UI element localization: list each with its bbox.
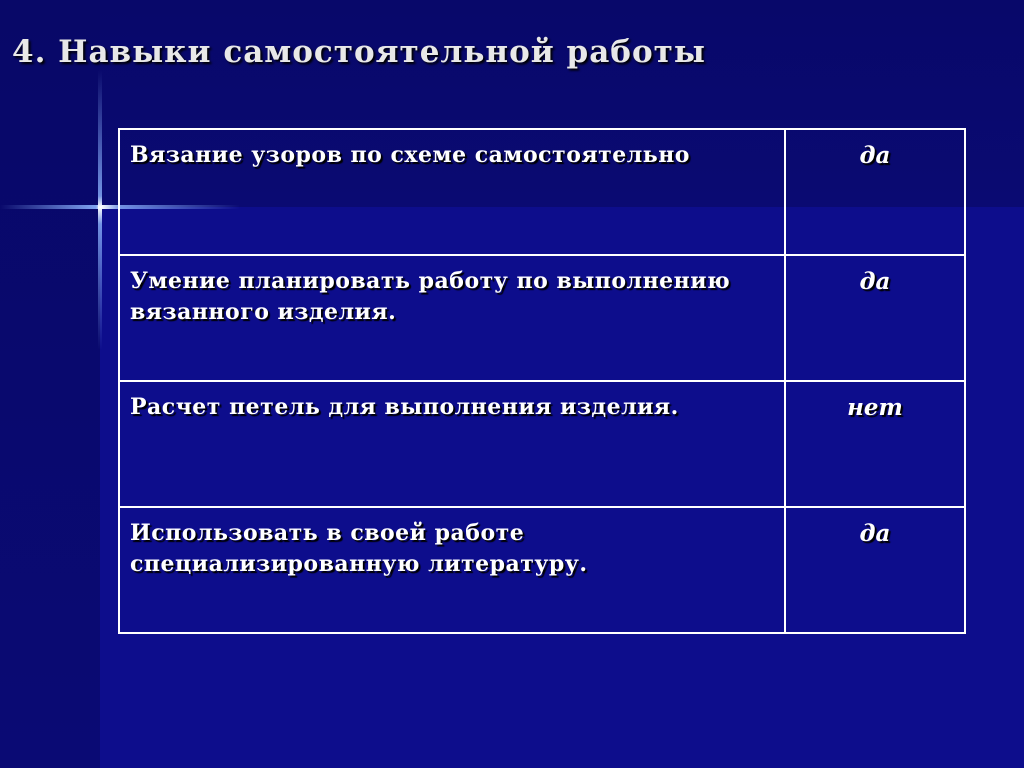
table-row: [119, 255, 965, 381]
light-flare-vertical: [98, 70, 102, 350]
skill-cell: Расчет петель для выполнения изделия.: [119, 381, 785, 507]
background-left-band: [0, 0, 100, 768]
skill-cell: Умение планировать работу по выполнению вязанного изделия.: [119, 255, 785, 381]
skills-table: [118, 128, 966, 634]
table-row: [119, 507, 965, 633]
answer-cell: да: [785, 255, 965, 381]
table-row: [119, 129, 965, 255]
skill-cell: Вязание узоров по схеме самостоятельно: [119, 129, 785, 255]
slide-title: 4. Навыки самостоятельной работы: [12, 34, 706, 70]
table-row: [119, 381, 965, 507]
answer-cell: да: [785, 507, 965, 633]
answer-cell: нет: [785, 381, 965, 507]
skill-cell: Использовать в своей работе специализированную литературу.: [119, 507, 785, 633]
answer-cell: да: [785, 129, 965, 255]
